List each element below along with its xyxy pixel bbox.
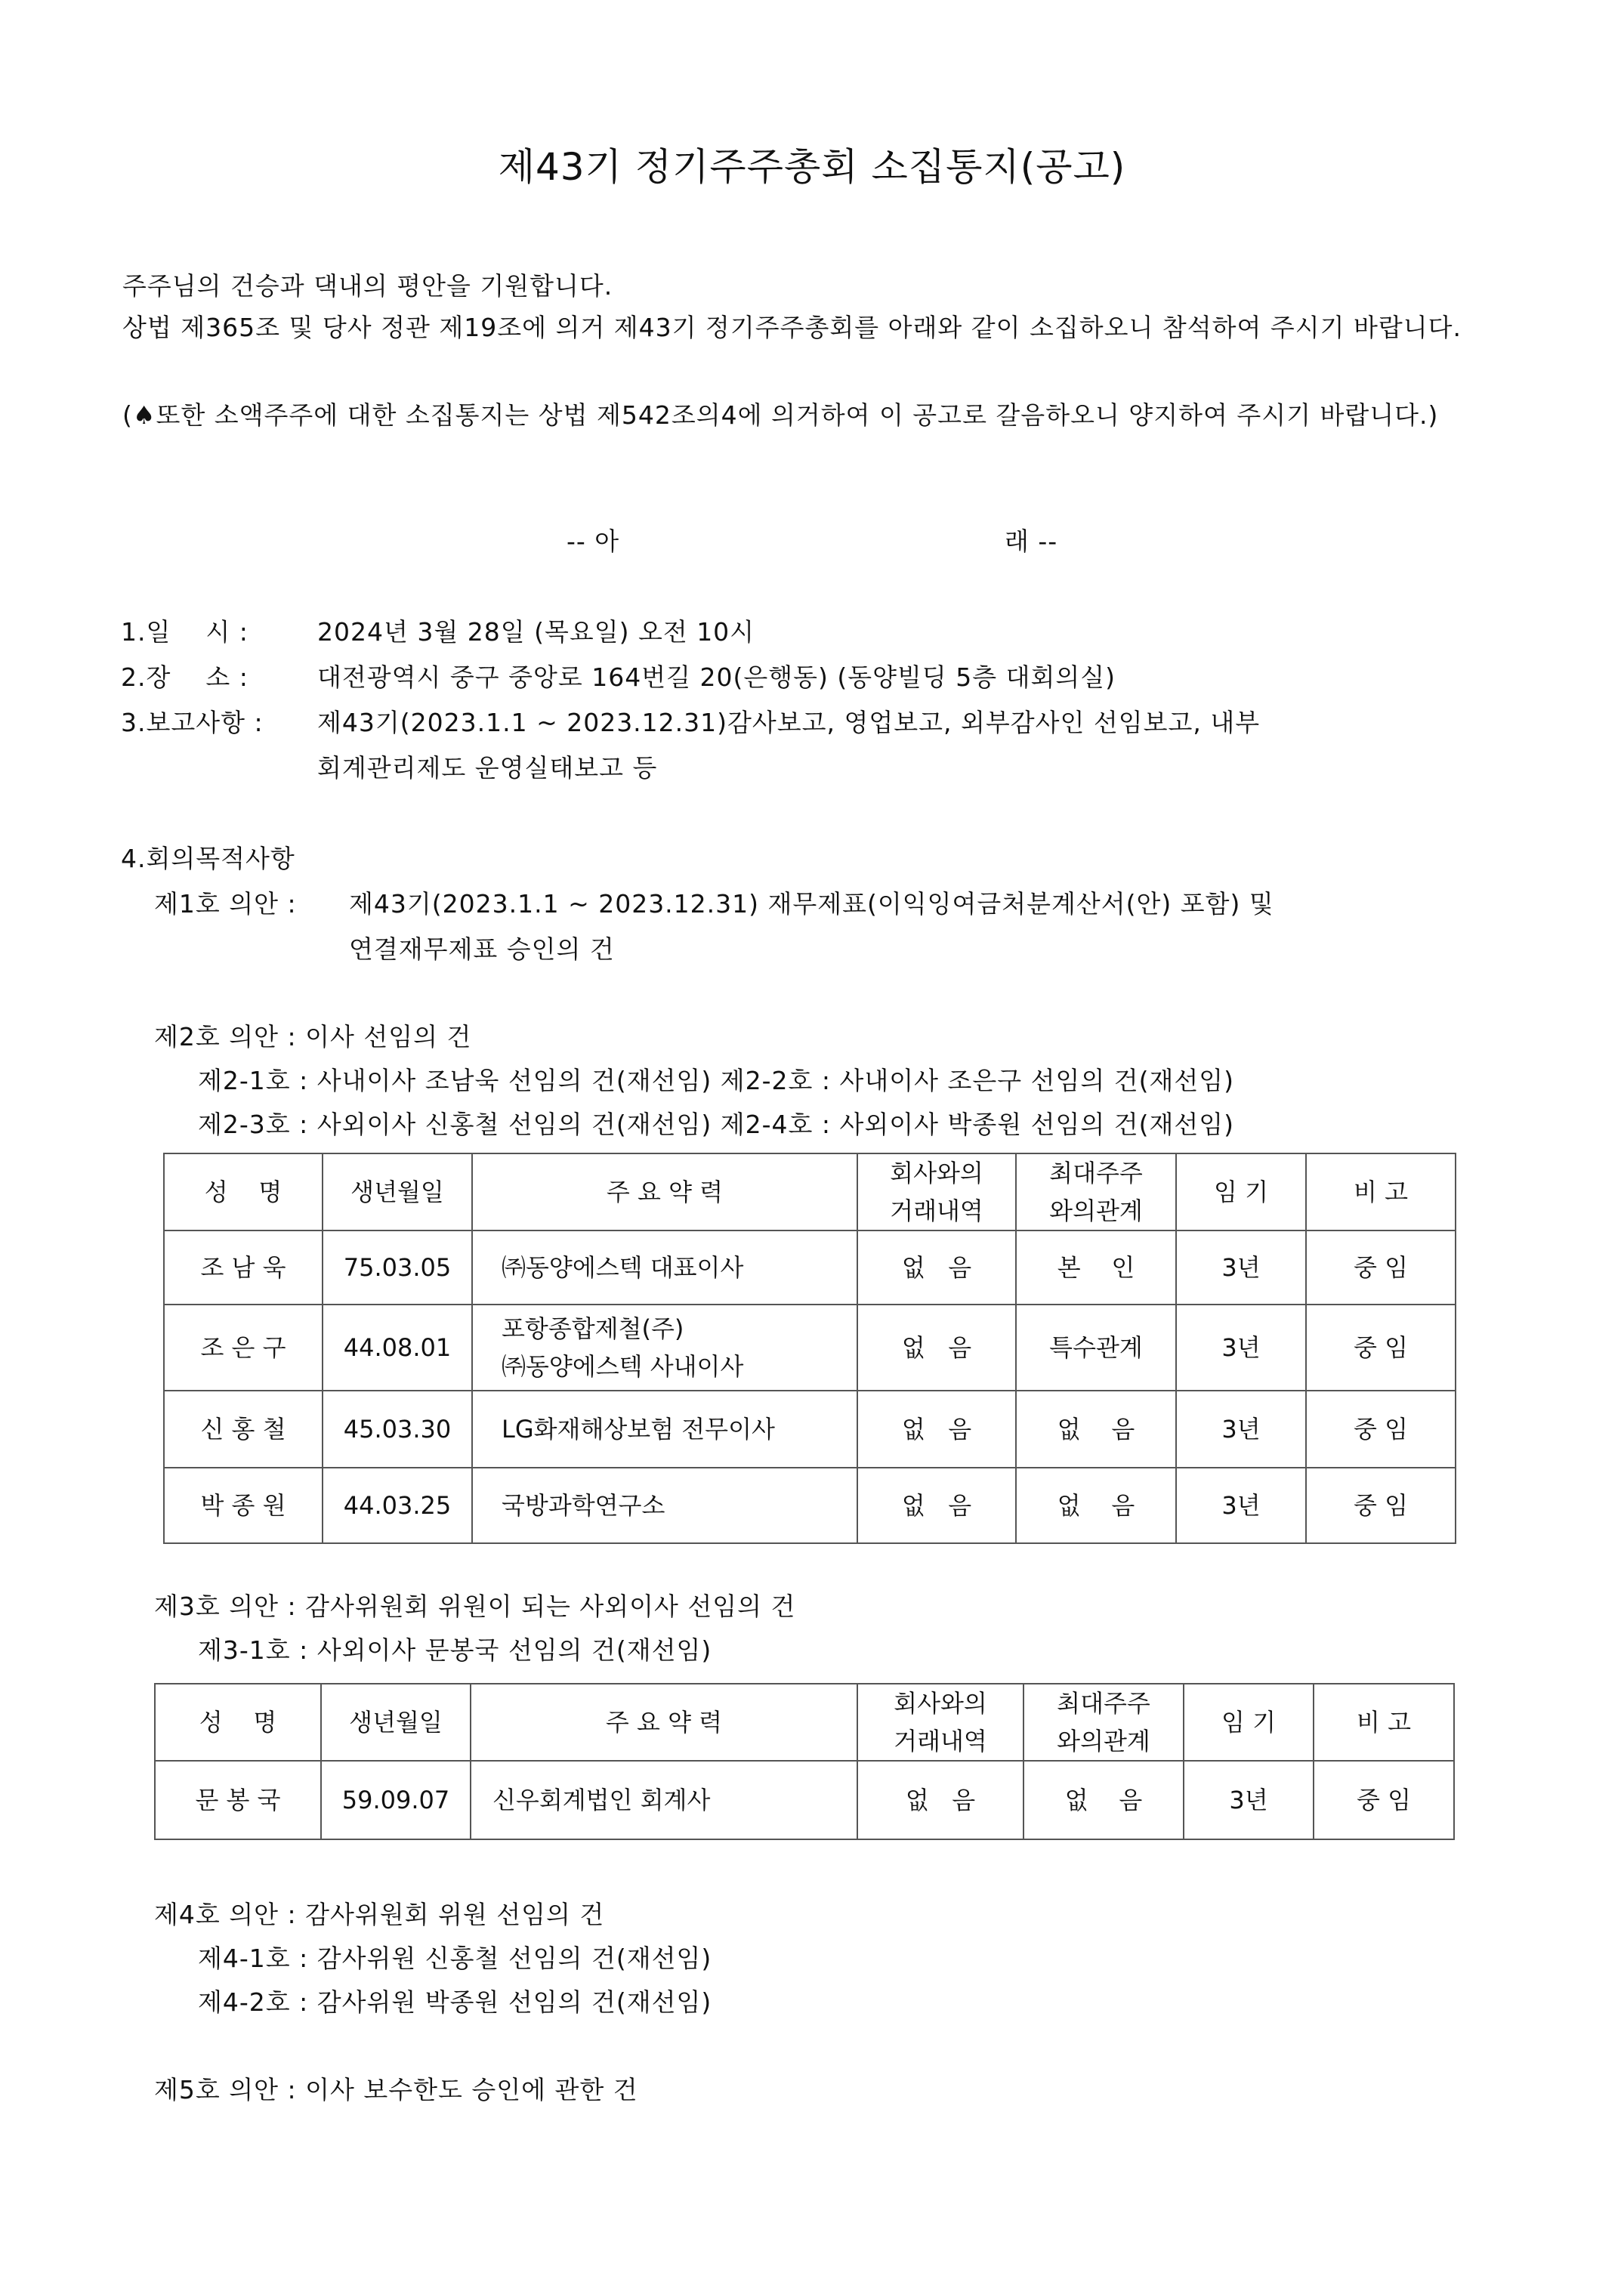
agenda-item3-sub: 제3-1호 : 사외이사 문봉국 선임의 건(재선임) xyxy=(198,1635,712,1665)
cell-term: 3년 xyxy=(1176,1391,1306,1468)
cell-birth: 59.09.07 xyxy=(321,1761,471,1839)
cell-birth: 45.03.30 xyxy=(323,1391,472,1468)
below-marker-right: 래 -- xyxy=(1005,526,1058,556)
header-relation-line1: 최대주주 xyxy=(1057,1689,1150,1718)
cell-note: 중 임 xyxy=(1314,1761,1454,1839)
cell-transaction: 없 음 xyxy=(857,1468,1016,1543)
header-transaction-line2: 거래내역 xyxy=(890,1197,983,1225)
agenda-item4: 제4호 의안 : 감사위원회 위원 선임의 건 xyxy=(154,1900,605,1929)
table-header-row xyxy=(164,1153,1456,1231)
table-row xyxy=(164,1231,1456,1305)
cell-career-line2: ㈜동양에스텍 사내이사 xyxy=(502,1352,744,1381)
report-value-line1: 제43기(2023.1.1 ~ 2023.12.31)감사보고, 영업보고, 외부감사인 선임보고, 내부 xyxy=(317,708,1261,737)
table-row xyxy=(155,1761,1454,1839)
cell-birth: 44.08.01 xyxy=(323,1305,472,1391)
header-career: 주 요 약 력 xyxy=(471,1684,857,1761)
cell-name: 박 종 원 xyxy=(164,1468,323,1543)
cell-relation: 없 음 xyxy=(1016,1468,1176,1543)
header-relation-line2: 와의관계 xyxy=(1049,1197,1143,1225)
cell-career: LG화재해상보험 전무이사 xyxy=(472,1391,857,1468)
cell-relation: 없 음 xyxy=(1016,1391,1176,1468)
cell-transaction: 없 음 xyxy=(857,1305,1016,1391)
header-relation xyxy=(1016,1153,1176,1231)
header-name: 성 명 xyxy=(164,1153,323,1231)
cell-name: 조 은 구 xyxy=(164,1305,323,1391)
directors-table xyxy=(163,1153,1456,1544)
header-term: 임 기 xyxy=(1184,1684,1314,1761)
header-transaction xyxy=(857,1153,1016,1231)
cell-career: 신우회계법인 회계사 xyxy=(471,1761,857,1839)
place-value: 대전광역시 중구 중앙로 164번길 20(은행동) (동양빌딩 5층 대회의실) xyxy=(317,662,1116,692)
cell-name: 조 남 욱 xyxy=(164,1231,323,1305)
header-transaction xyxy=(857,1684,1023,1761)
cell-birth: 75.03.05 xyxy=(323,1231,472,1305)
agenda-item1-label: 제1호 의안 : xyxy=(154,889,297,919)
header-relation-line1: 최대주주 xyxy=(1049,1159,1143,1187)
agenda-item4-sub-1: 제4-1호 : 감사위원 신홍철 선임의 건(재선임) xyxy=(198,1944,712,1973)
cell-term: 3년 xyxy=(1176,1231,1306,1305)
header-birth: 생년월일 xyxy=(321,1684,471,1761)
header-career: 주 요 약 력 xyxy=(472,1153,857,1231)
header-birth: 생년월일 xyxy=(323,1153,472,1231)
cell-note: 중 임 xyxy=(1306,1391,1456,1468)
cell-birth: 44.03.25 xyxy=(323,1468,472,1543)
report-value-line2: 회계관리제도 운영실태보고 등 xyxy=(317,753,658,783)
datetime-value: 2024년 3월 28일 (목요일) 오전 10시 xyxy=(317,617,755,647)
intro-minority-notice: (♠또한 소액주주에 대한 소집통지는 상법 제542조의4에 의거하여 이 공고로 갈음하오니 양지하여 주시기 바랍니다.) xyxy=(122,400,1439,430)
agenda-heading: 4.회의목적사항 xyxy=(121,844,295,873)
document-title: 제43기 정기주주총회 소집통지(공고) xyxy=(498,145,1126,189)
cell-term: 3년 xyxy=(1176,1468,1306,1543)
cell-relation: 본 인 xyxy=(1016,1231,1176,1305)
cell-transaction: 없 음 xyxy=(857,1761,1023,1839)
cell-career: ㈜동양에스텍 대표이사 xyxy=(472,1231,857,1305)
header-note: 비 고 xyxy=(1314,1684,1454,1761)
cell-career xyxy=(472,1305,857,1391)
cell-note: 중 임 xyxy=(1306,1468,1456,1543)
agenda-item2: 제2호 의안 : 이사 선임의 건 xyxy=(154,1022,472,1051)
cell-relation: 없 음 xyxy=(1023,1761,1184,1839)
header-term: 임 기 xyxy=(1176,1153,1306,1231)
header-name: 성 명 xyxy=(155,1684,321,1761)
audit-member-table xyxy=(154,1683,1455,1840)
table-header-row xyxy=(155,1684,1454,1761)
datetime-label: 1.일 시 : xyxy=(121,617,249,647)
intro-greeting: 주주님의 건승과 댁내의 평안을 기원합니다. xyxy=(122,271,613,301)
cell-transaction: 없 음 xyxy=(857,1391,1016,1468)
cell-career: 국방과학연구소 xyxy=(472,1468,857,1543)
header-relation-line2: 와의관계 xyxy=(1057,1727,1150,1755)
agenda-item3: 제3호 의안 : 감사위원회 위원이 되는 사외이사 선임의 건 xyxy=(154,1592,796,1621)
header-transaction-line2: 거래내역 xyxy=(894,1727,987,1755)
agenda-item4-sub-2: 제4-2호 : 감사위원 박종원 선임의 건(재선임) xyxy=(198,1987,712,2017)
header-note: 비 고 xyxy=(1306,1153,1456,1231)
cell-relation: 특수관계 xyxy=(1016,1305,1176,1391)
agenda-item2-sub-b: 제2-3호 : 사외이사 신홍철 선임의 건(재선임) 제2-4호 : 사외이사 박종원 선임의 건(재선임) xyxy=(198,1110,1235,1139)
cell-career-line1: 포항종합제철(주) xyxy=(502,1314,684,1343)
cell-name: 문 봉 국 xyxy=(155,1761,321,1839)
report-label: 3.보고사항 : xyxy=(121,708,264,737)
agenda-item5: 제5호 의안 : 이사 보수한도 승인에 관한 건 xyxy=(154,2075,638,2104)
table-row xyxy=(164,1391,1456,1468)
cell-term: 3년 xyxy=(1184,1761,1314,1839)
cell-term: 3년 xyxy=(1176,1305,1306,1391)
cell-note: 중 임 xyxy=(1306,1305,1456,1391)
agenda-item1-text-line1: 제43기(2023.1.1 ~ 2023.12.31) 재무제표(이익잉여금처분계산서(안) 포함) 및 xyxy=(349,889,1274,919)
cell-transaction: 없 음 xyxy=(857,1231,1016,1305)
header-transaction-line1: 회사와의 xyxy=(890,1159,983,1187)
below-marker-left: -- 아 xyxy=(567,526,620,556)
intro-convocation: 상법 제365조 및 당사 정관 제19조에 의거 제43기 정기주주총회를 아래와 같이 소집하오니 참석하여 주시기 바랍니다. xyxy=(122,313,1462,342)
cell-name: 신 홍 철 xyxy=(164,1391,323,1468)
cell-note: 중 임 xyxy=(1306,1231,1456,1305)
agenda-item1-text-line2: 연결재무제표 승인의 건 xyxy=(349,934,615,964)
header-transaction-line1: 회사와의 xyxy=(894,1689,987,1718)
table-row xyxy=(164,1305,1456,1391)
place-label: 2.장 소 : xyxy=(121,662,249,692)
header-relation xyxy=(1023,1684,1184,1761)
table-row xyxy=(164,1468,1456,1543)
agenda-item2-sub-a: 제2-1호 : 사내이사 조남욱 선임의 건(재선임) 제2-2호 : 사내이사 조은구 선임의 건(재선임) xyxy=(198,1066,1235,1095)
